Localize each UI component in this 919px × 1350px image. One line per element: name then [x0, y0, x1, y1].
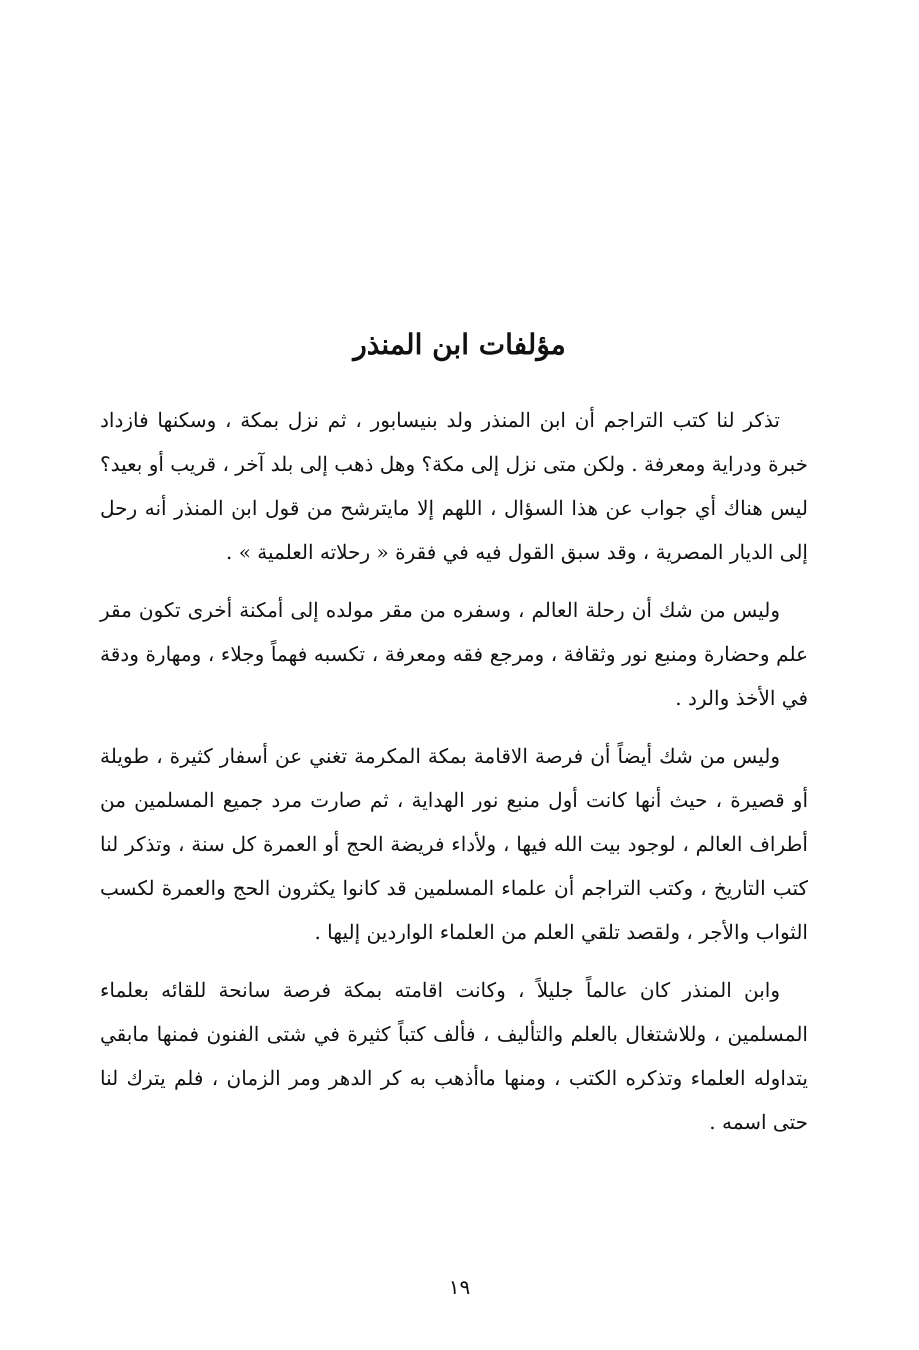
paragraph-1: تذكر لنا كتب التراجم أن ابن المنذر ولد بنيسابور ، ثم نزل بمكة ، وسكنها فازداد خبرة ودراية ومعرفة . ولكن متى نزل إلى مكة؟ وهل ذهب إلى بلد آخر ، قريب أو بعيد؟ ليس هناك أي جواب عن هذا السؤال ، اللهم إلا مايترشح من قول ابن المنذر أنه رحل إلى الديار المصرية ، وقد سبق القول فيه في فقرة « رحلاته العلمية » .: [100, 408, 808, 564]
page-title: مؤلفات ابن المنذر: [353, 327, 566, 361]
page-number: ١٩: [448, 1275, 471, 1299]
paragraph-4: وابن المنذر كان عالماً جليلاً ، وكانت اقامته بمكة فرصة سانحة للقائه بعلماء المسلمين ، وللاشتغال بالعلم والتأليف ، فألف كتباً كثيرة في شتى الفنون فمنها مابقي يتداوله العلماء وتذكره الكتب ، ومنها ماأذهب به كر الدهر ومر الزمان ، فلم يترك لنا حتى اسمه .: [100, 978, 808, 1134]
body-text: [100, 398, 808, 1158]
paragraph-2: وليس من شك أن رحلة العالم ، وسفره من مقر مولده إلى أمكنة أخرى تكون مقر علم وحضارة ومنبع نور وثقافة ، ومرجع فقه ومعرفة ، تكسبه فهماً وجلاء ، ومهارة ودقة في الأخذ والرد .: [100, 598, 808, 710]
paragraph-3: وليس من شك أيضاً أن فرصة الاقامة بمكة المكرمة تغني عن أسفار كثيرة ، طويلة أو قصيرة ، حيث أنها كانت أول منبع نور الهداية ، ثم صارت مرد جميع المسلمين من أطراف العالم ، لوجود بيت الله فيها ، ولأداء فريضة الحج أو العمرة كل سنة ، وتذكر لنا كتب التاريخ ، وكتب التراجم أن علماء المسلمين قد كانوا يكثرون الحج والعمرة لكسب الثواب والأجر ، ولقصد تلقي العلم من العلماء الواردين إليها .: [100, 744, 808, 944]
